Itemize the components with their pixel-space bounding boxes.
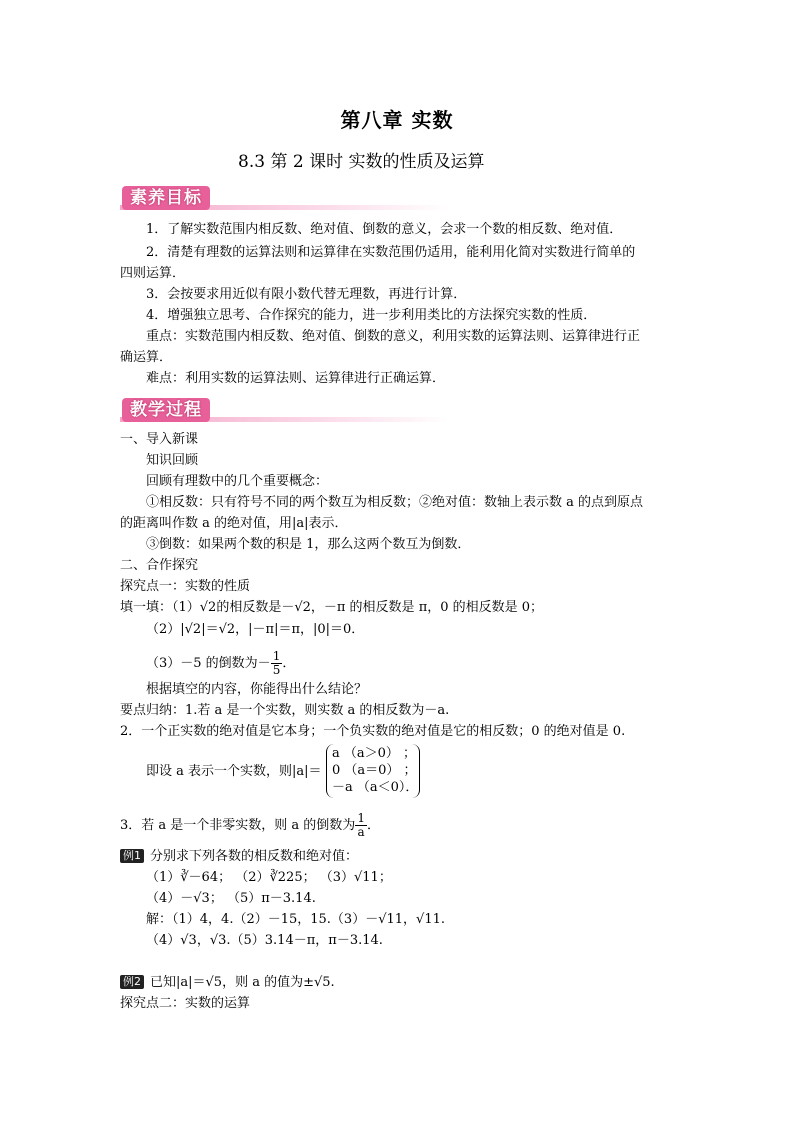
explore-point-1: 探究点一：实数的性质 (120, 579, 251, 594)
example-1-items-a: （1）∛－64； （2）∛225； （3）√11； (146, 870, 392, 885)
numerator: 1 (357, 811, 365, 825)
summary-2-abs: 即设 a 表示一个实数，则|a|＝ (146, 764, 322, 779)
numerator: 1 (272, 649, 281, 663)
goal-line-3: 3．会按要求用近似有限小数代替无理数，再进行计算． (146, 287, 467, 302)
key-point: 重点：实数范围内相反数、绝对值、倒数的意义，利用实数的运算法则、运算律进行正 (146, 329, 641, 344)
example-2-text: 已知|a|＝√5，则 a 的值为±√5. (150, 975, 335, 990)
goal-line-1: 1．了解实数范围内相反数、绝对值、倒数的意义，会求一个数的相反数、绝对值． (146, 222, 623, 237)
question: 根据填空的内容，你能得出什么结论？ (146, 682, 368, 697)
review-heading: 知识回顾 (146, 453, 199, 468)
chapter-title: 第八章 实数 (340, 108, 454, 132)
concept-line-1: ①相反数：只有符号不同的两个数互为相反数；②绝对值：数轴上表示数 a 的点到原点 (146, 495, 644, 510)
fill-blank-3: （3）－5 的倒数为－ $\frac{1}{5}$ ． (146, 649, 296, 677)
goals-banner-label: 素养目标 (122, 186, 210, 210)
goal-line-2-cont: 四则运算． (120, 266, 186, 281)
fill-blank-3-text: （3）－5 的倒数为－ (146, 656, 271, 671)
fill-blank-2: （2）|√2|＝√2，|－π|＝π，|0|＝0． (146, 622, 365, 637)
review-text: 回顾有理数中的几个重要概念： (146, 474, 329, 489)
concept-line-3: ③倒数：如果两个数的积是 1，那么这两个数互为倒数． (146, 537, 471, 552)
summary-3: 3．若 a 是一个非零实数，则 a 的倒数为 $\frac{1}{a}$ ． (120, 811, 380, 839)
goal-line-4: 4．增强独立思考、合作探究的能力，进一步利用类比的方法探究实数的性质． (146, 308, 597, 323)
example-2 (120, 973, 335, 993)
example-2-badge: 例2 (120, 975, 144, 989)
process-banner (120, 398, 448, 424)
section-intro: 一、导入新课 (120, 432, 199, 447)
solution-1: 解：（1）4，4.（2）－15，15.（3）－√11，√11. (146, 912, 445, 927)
goal-line-2: 2．清楚有理数的运算法则和运算律在实数范围仍适用，能利用化简对实数进行简单的 (146, 245, 636, 260)
summary-1: 要点归纳：1.若 a 是一个实数，则实数 a 的相反数为－a. (120, 703, 450, 718)
goals-banner (120, 186, 448, 212)
fill-blank-1: 填一填：（1）√2的相反数是－√2，－π 的相反数是 π，0 的相反数是 0； (120, 600, 544, 615)
key-point-cont: 确运算． (120, 350, 173, 365)
process-banner-label: 教学过程 (122, 398, 210, 422)
summary-2: 2．一个正实数的绝对值是它本身；一个负实数的绝对值是它的相反数；0 的绝对值是 0. (120, 724, 626, 739)
solution-2: （4）√3，√3.（5）3.14－π，π－3.14. (146, 933, 383, 948)
case-negative: －a （a＜0）． (332, 780, 419, 795)
denominator: a (357, 825, 365, 839)
case-positive: a （a＞0） ； (332, 746, 417, 761)
fraction-one-over-a (355, 812, 367, 839)
example-1-text: 分别求下列各数的相反数和绝对值： (150, 849, 359, 864)
lesson-title: 8.3 第 2 课时 实数的性质及运算 (238, 152, 485, 172)
example-1-badge: 例1 (120, 849, 144, 863)
example-1 (120, 847, 358, 867)
fraction-one-fifth (271, 650, 283, 677)
concept-line-2: 的距离叫作数 a 的绝对值，用|a|表示． (120, 516, 348, 531)
case-zero: 0 （a＝0） ； (332, 763, 417, 778)
denominator: 5 (272, 663, 281, 677)
explore-point-2: 探究点二：实数的运算 (120, 996, 251, 1011)
example-1-items-b: （4）－√3； （5）π－3.14. (146, 891, 316, 906)
summary-3-text: 3．若 a 是一个非零实数，则 a 的倒数为 (120, 818, 356, 833)
difficult-point: 难点：利用实数的运算法则、运算律进行正确运算． (146, 371, 446, 386)
section-explore: 二、合作探究 (120, 558, 199, 573)
